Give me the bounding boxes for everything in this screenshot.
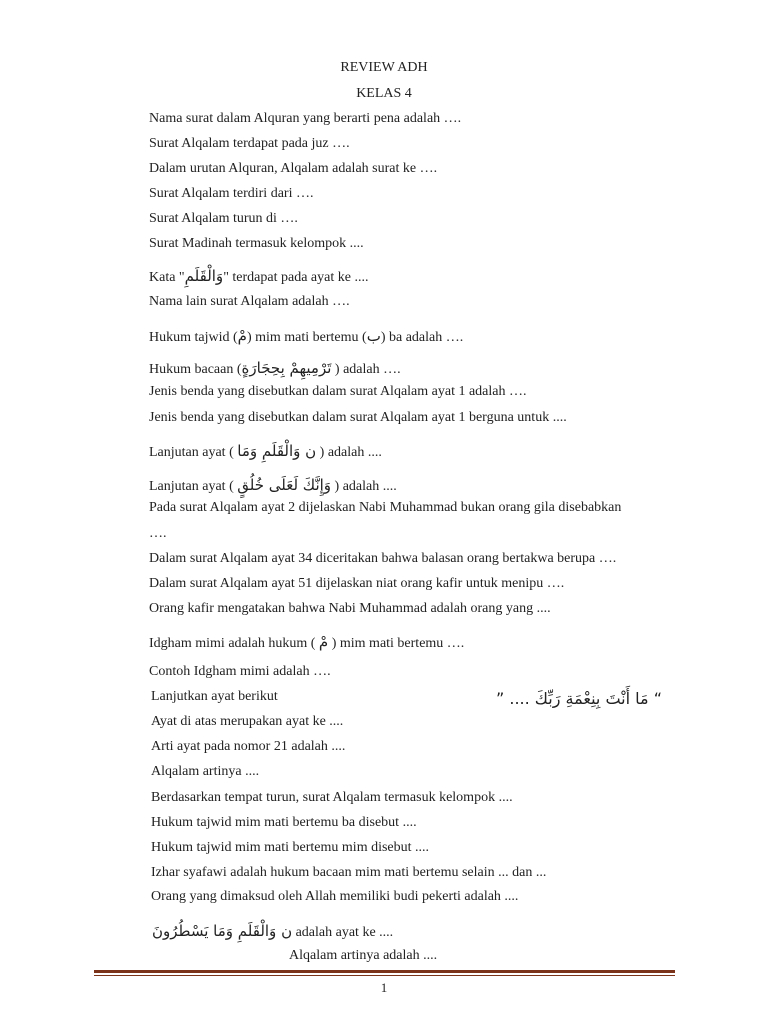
question-text: Hukum tajwid mim mati bertemu mim disebut .... [151,840,430,855]
arabic-verse: “ مَا أَنْتَ بِنِعْمَةِ رَبِّكَ .... ” [496,689,662,708]
page-subtitle: KELAS 4 [356,86,412,101]
question-text: Jenis benda yang disebutkan dalam surat Alqalam ayat 1 berguna untuk .... [149,410,567,425]
arabic-text: ب [366,327,381,345]
question-text: Dalam surat Alqalam ayat 34 diceritakan bahwa balasan orang bertakwa berupa …. [149,551,617,566]
question-text: Nama lain surat Alqalam adalah …. [149,294,350,309]
question-text: Nama surat dalam Alquran yang berarti pena adalah …. [149,111,462,126]
question-text: Orang yang dimaksud oleh Allah memiliki budi pekerti adalah .... [151,889,519,904]
question-text: ن وَالْقَلَمِ وَمَا يَسْطُرُونَ adalah ayat ke .... [152,922,394,940]
arabic-text: مْ [318,633,329,651]
arabic-text: تَرْمِيهِمْ بِحِجَارَةٍ [241,359,332,377]
question-text: Hukum bacaan (تَرْمِيهِمْ بِحِجَارَةٍ ) adalah …. [149,359,401,377]
question-text: Pada surat Alqalam ayat 2 dijelaskan Nabi Muhammad bukan orang gila disebabkan [149,500,622,515]
question-text: Dalam surat Alqalam ayat 51 dijelaskan niat orang kafir untuk menipu …. [149,576,565,591]
arabic-text: وَإِنَّكَ لَعَلَى خُلُقٍ [237,476,332,494]
question-text: Dalam urutan Alquran, Alqalam adalah surat ke …. [149,161,438,176]
question-text: …. [149,526,167,541]
footer-rule-thin [94,975,675,976]
arabic-text: وَالْقَلَمِ [184,267,224,285]
question-text: Kata "وَالْقَلَمِ" terdapat pada ayat ke .... [149,267,369,285]
question-text: Idgham mimi adalah hukum ( مْ ) mim mati bertemu …. [149,633,465,651]
page-title: REVIEW ADH [340,60,428,75]
question-text: Surat Madinah termasuk kelompok .... [149,236,364,251]
question-text: Alqalam artinya .... [151,764,260,779]
question-text: Lanjutan ayat ( ن وَالْقَلَمِ وَمَا ) adalah .... [149,442,382,460]
question-text: Contoh Idgham mimi adalah …. [149,664,331,679]
question-text: Lanjutan ayat ( وَإِنَّكَ لَعَلَى خُلُقٍ ) adalah .... [149,476,397,494]
arabic-text: ن وَالْقَلَمِ وَمَا يَسْطُرُونَ [152,922,293,940]
question-text: Izhar syafawi adalah hukum bacaan mim mati bertemu selain ... dan ... [151,865,547,880]
question-text: Hukum tajwid (مْ) mim mati bertemu (ب) ba adalah …. [149,327,464,345]
question-text: Arti ayat pada nomor 21 adalah .... [151,739,346,754]
question-text: Ayat di atas merupakan ayat ke .... [151,714,344,729]
question-text: Surat Alqalam terdiri dari …. [149,186,314,201]
question-text: Hukum tajwid mim mati bertemu ba disebut .... [151,815,417,830]
question-text: Surat Alqalam turun di …. [149,211,298,226]
arabic-text: مْ [237,327,247,345]
question-text: Orang kafir mengatakan bahwa Nabi Muhammad adalah orang yang .... [149,601,551,616]
question-text: Jenis benda yang disebutkan dalam surat Alqalam ayat 1 adalah …. [149,384,527,399]
question-text: Alqalam artinya adalah .... [289,948,438,963]
question-text: Berdasarkan tempat turun, surat Alqalam termasuk kelompok .... [151,790,513,805]
arabic-text: ن وَالْقَلَمِ وَمَا [237,442,317,460]
footer-rule [94,970,675,973]
question-text: Lanjutkan ayat berikut [151,689,278,704]
page-number: 1 [380,980,388,995]
question-text: Surat Alqalam terdapat pada juz …. [149,136,350,151]
